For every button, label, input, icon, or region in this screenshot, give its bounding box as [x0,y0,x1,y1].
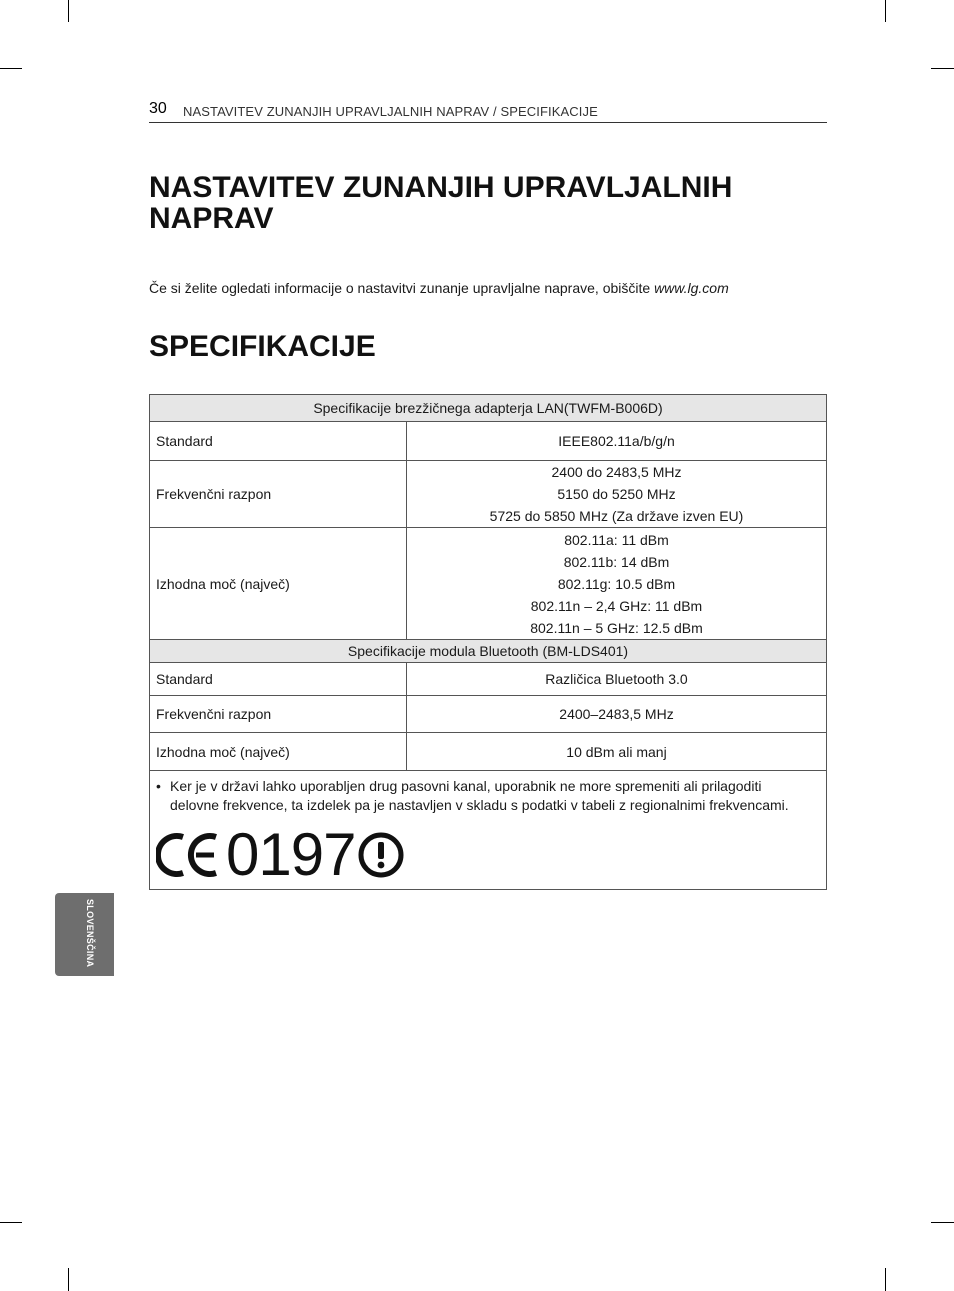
spec-table [149,394,827,890]
table-row [150,461,827,528]
row-value [407,422,827,461]
notified-body-number: 0197 [226,821,356,888]
header-title: NASTAVITEV ZUNANJIH UPRAVLJALNIH NAPRAV / SPECIFIKACIJE [183,104,598,119]
value-line: IEEE802.11a/b/g/n [558,433,675,449]
table-row [150,422,827,461]
value-line: 802.11b: 14 dBm [563,553,670,570]
table-section-header [150,395,827,422]
website-link[interactable]: www.lg.com [654,280,729,296]
crop-mark [0,1222,22,1223]
table-row [150,663,827,696]
row-label: Standard [150,663,407,696]
language-label: SLOVENŠČINA [85,899,95,968]
section-title-specifications: SPECIFIKACIJE [149,330,376,363]
wlan-header: Specifikacije brezžičnega adapterja LAN(TWFM-B006D) [150,395,827,422]
row-value [407,528,827,640]
value-line: 802.11a: 11 dBm [564,531,669,548]
row-label: Izhodna moč (največ) [150,528,407,640]
value-line: Različica Bluetooth 3.0 [545,671,688,687]
note [156,777,806,815]
value-line: 5150 do 5250 MHz [557,486,676,502]
row-label: Frekvenčni razpon [150,696,407,733]
value-line: 2400–2483,5 MHz [559,706,674,722]
alert-class2-icon [357,831,405,879]
row-value [407,663,827,696]
page-header [149,99,827,123]
crop-mark [885,0,886,22]
value-line: 10 dBm ali manj [566,743,667,760]
value-line: 802.11n – 2,4 GHz: 11 dBm [530,597,703,614]
value-line: 802.11n – 5 GHz: 12.5 dBm [530,619,703,636]
note-cell [150,771,827,890]
row-value [407,733,827,771]
row-label: Frekvenčni razpon [150,461,407,528]
crop-mark [68,1268,69,1291]
table-row [150,733,827,771]
crop-mark [885,1268,886,1291]
crop-mark [68,0,69,22]
page-number: 30 [149,100,167,117]
section-title-external-control: NASTAVITEV ZUNANJIH UPRAVLJALNIH NAPRAV [149,171,733,235]
value-line: 2400 do 2483,5 MHz [551,464,682,480]
table-row [150,528,827,640]
crop-mark [931,68,954,69]
row-label: Izhodna moč (največ) [150,733,407,771]
intro-paragraph [149,280,729,296]
row-label: Standard [150,422,407,461]
table-section-header [150,640,827,663]
ce-mark-icon [156,831,220,879]
language-side-tab [55,893,114,976]
note-text: Ker je v državi lahko uporabljen drug pasovni kanal, uporabnik ne more spremeniti ali prilagoditi delovne frekvence, ta izdelek pa je nastavljen v skladu s podatki v tabeli z regionalnimi frekvencami. [170,778,789,813]
bullet-icon: • [156,778,161,794]
certification-marks [156,821,826,888]
bluetooth-header: Specifikacije modula Bluetooth (BM-LDS401) [150,640,827,663]
crop-mark [0,68,22,69]
table-note-row [150,771,827,890]
intro-text: Če si želite ogledati informacije o nastavitvi zunanje upravljalne naprave, obiščite [149,280,655,296]
table-row [150,696,827,733]
row-value [407,696,827,733]
value-line: 802.11g: 10.5 dBm [557,575,676,592]
crop-mark [931,1222,954,1223]
value-line: 5725 do 5850 MHz (Za države izven EU) [489,508,744,524]
row-value [407,461,827,528]
